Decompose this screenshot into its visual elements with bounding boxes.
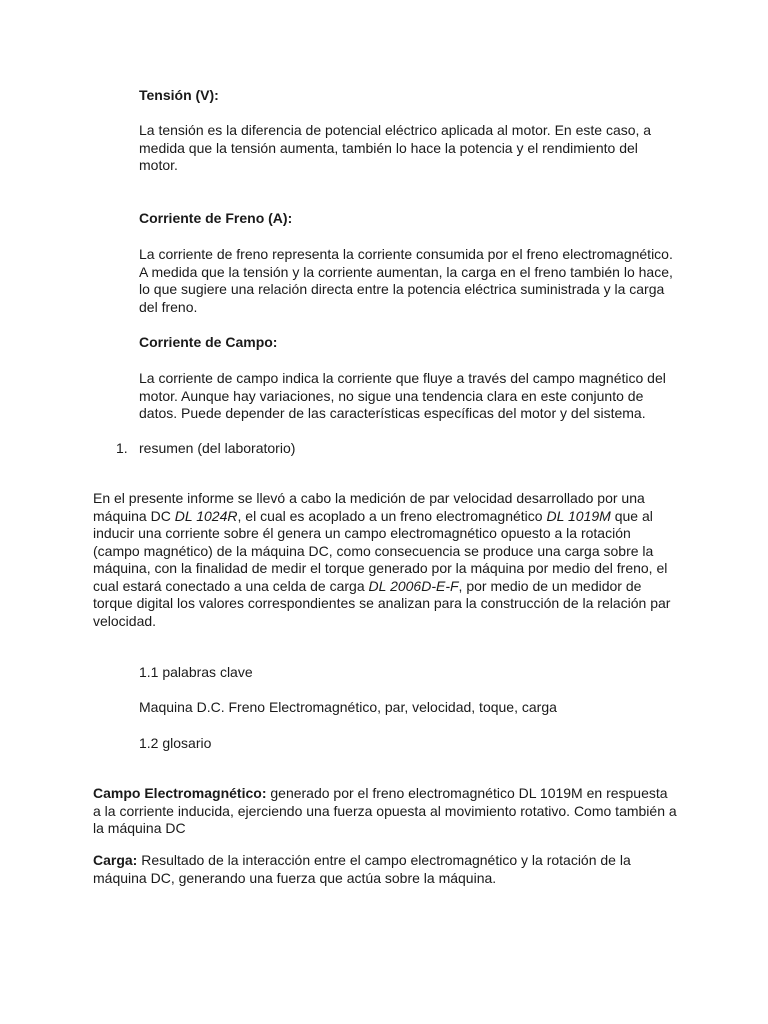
paragraph-corriente-campo: La corriente de campo indica la corriente que fluye a través del campo magnético del motor. Aunque hay variaciones, no sigue una tendencia clara en este conjunto de datos. Puede depender de las características específicas del motor y del sistema. — [139, 370, 666, 421]
summary-paragraph — [93, 490, 679, 630]
summary-text-4: , por medio de un medidor de torque digital los valores correspondientes se analizan para la construcción de la relación par velocidad. — [93, 577, 671, 629]
model-dl-2006d: DL 2006D-E-F — [368, 577, 459, 594]
glossary-entry-carga — [93, 852, 679, 887]
heading-tension: Tensión (V): — [139, 87, 219, 103]
summary-text-3: que al inducir una corriente sobre él genera un campo electromagnético opuesto a la rotación (campo magnético) de la máquina DC, como consecuencia se produce una carga sobre la máquina, con la finalidad de medir el torque generado por la máquina por medio del freno, el cual estará conectado a una celda de carga — [93, 507, 668, 594]
paragraph-tension: La tensión es la diferencia de potencial eléctrico aplicada al motor. En este caso, a medida que la tensión aumenta, también lo hace la potencia y el rendimiento del motor. — [139, 122, 652, 173]
paragraph-corriente-freno: La corriente de freno representa la corriente consumida por el freno electromagnético. A medida que la tensión y la corriente aumentan, la carga en el freno también lo hace, lo que sugiere una relación directa entre la potencia eléctrica suministrada y la carga del freno. — [139, 246, 673, 315]
heading-corriente-freno: Corriente de Freno (A): — [139, 210, 293, 226]
list-number: 1. — [116, 440, 128, 456]
summary-text-1: En el presente informe se llevó a cabo la medición de par velocidad desarrollado por una máquina DC — [93, 490, 645, 524]
glossary-definition: Resultado de la interacción entre el campo electromagnético y la rotación de la máquina DC, generando una fuerza que actúa sobre la máquina. — [93, 852, 631, 886]
list-item-text: resumen (del laboratorio) — [139, 440, 296, 456]
heading-corriente-campo: Corriente de Campo: — [139, 334, 278, 350]
model-dl-1024r: DL 1024R — [174, 507, 238, 524]
keywords-text: Maquina D.C. Freno Electromagnético, par, velocidad, toque, carga — [139, 699, 557, 715]
summary-text-2: , el cual es acoplado a un freno electromagnético — [237, 507, 547, 524]
glossary-term: Campo Electromagnético: — [93, 785, 267, 801]
glossary-definition: generado por el freno electromagnético DL 1019M en respuesta a la corriente inducida, ejerciendo una fuerza opuesta al movimiento rotativo. Como también a la máquina DC — [93, 785, 677, 836]
model-dl-1019m: DL 1019M — [546, 507, 611, 524]
glossary-entry-campo — [93, 785, 679, 838]
glossary-heading: 1.2 glosario — [139, 735, 212, 751]
glossary-term: Carga: — [93, 852, 138, 868]
keywords-heading: 1.1 palabras clave — [139, 664, 253, 680]
